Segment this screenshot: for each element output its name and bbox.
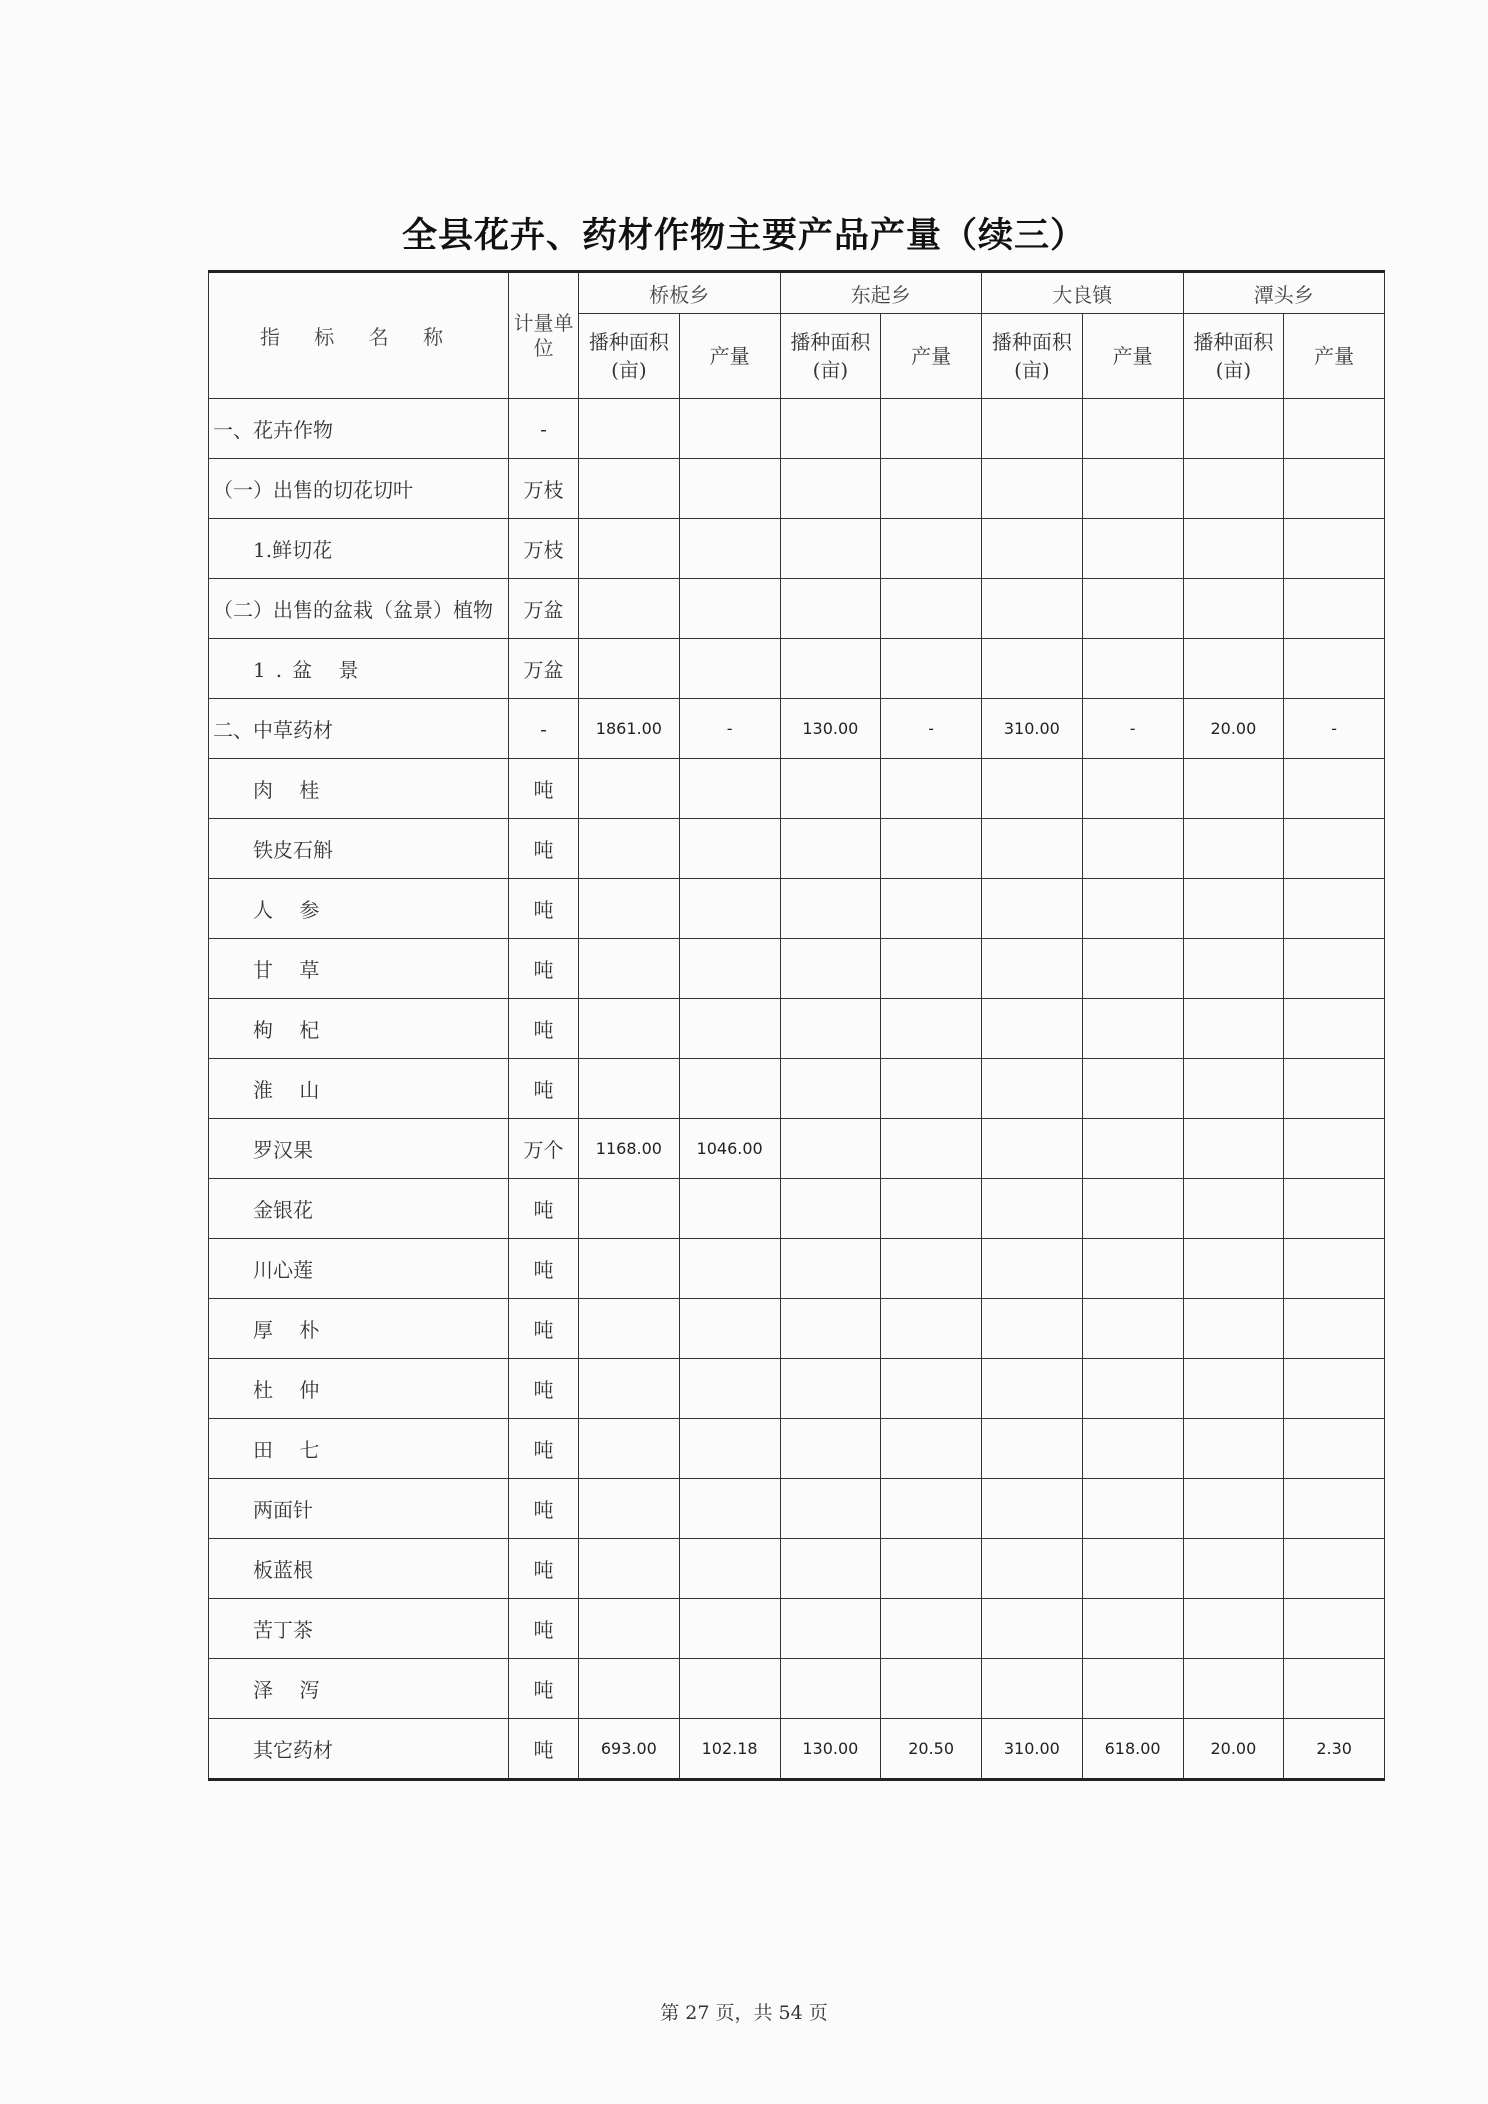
output-cell	[679, 1419, 780, 1479]
unit-cell: 万枝	[509, 459, 579, 519]
output-cell	[1284, 1239, 1385, 1299]
output-cell	[881, 819, 982, 879]
indicator-name: 肉 桂	[209, 759, 509, 819]
unit-cell: 吨	[509, 999, 579, 1059]
indicator-name: 金银花	[209, 1179, 509, 1239]
output-cell	[1082, 1359, 1183, 1419]
table-row	[209, 579, 1385, 639]
area-cell: 1861.00	[579, 699, 680, 759]
indicator-name: 1.盆 景	[209, 639, 509, 699]
area-header: 播种面积(亩)	[982, 314, 1083, 399]
table-row	[209, 759, 1385, 819]
output-cell: -	[1284, 699, 1385, 759]
area-cell	[579, 1359, 680, 1419]
area-cell	[982, 1599, 1083, 1659]
table-row	[209, 1359, 1385, 1419]
output-cell: -	[679, 699, 780, 759]
output-cell: -	[881, 699, 982, 759]
area-cell	[1183, 1359, 1284, 1419]
area-cell	[1183, 1239, 1284, 1299]
unit-cell: 吨	[509, 1719, 579, 1780]
output-cell	[679, 1359, 780, 1419]
output-cell	[881, 939, 982, 999]
table-row	[209, 459, 1385, 519]
unit-cell: 万枝	[509, 519, 579, 579]
unit-cell: 吨	[509, 1659, 579, 1719]
output-cell	[881, 399, 982, 459]
area-cell	[780, 999, 881, 1059]
table-row	[209, 879, 1385, 939]
output-cell	[679, 1659, 780, 1719]
output-cell	[679, 579, 780, 639]
output-cell	[881, 639, 982, 699]
statistics-table	[208, 270, 1385, 1781]
table-row	[209, 1659, 1385, 1719]
table-row	[209, 999, 1385, 1059]
area-cell	[1183, 759, 1284, 819]
indicator-name: 二、中草药材	[209, 699, 509, 759]
output-cell	[1082, 459, 1183, 519]
area-cell	[780, 639, 881, 699]
output-cell	[881, 1059, 982, 1119]
output-cell	[1284, 1119, 1385, 1179]
output-cell: -	[1082, 699, 1183, 759]
table-row	[209, 639, 1385, 699]
output-cell	[1284, 519, 1385, 579]
output-cell	[1082, 1239, 1183, 1299]
area-cell	[982, 759, 1083, 819]
area-cell	[780, 879, 881, 939]
area-cell: 20.00	[1183, 1719, 1284, 1780]
area-cell	[982, 1659, 1083, 1719]
output-cell	[1284, 939, 1385, 999]
table-row	[209, 1719, 1385, 1780]
indicator-name: 杜 仲	[209, 1359, 509, 1419]
area-cell	[579, 399, 680, 459]
unit-cell: 万盆	[509, 639, 579, 699]
area-cell	[579, 1059, 680, 1119]
area-cell	[1183, 1179, 1284, 1239]
unit-cell: 吨	[509, 1599, 579, 1659]
output-cell	[1284, 1479, 1385, 1539]
output-cell	[1284, 1299, 1385, 1359]
output-cell	[1082, 1119, 1183, 1179]
area-cell	[579, 1479, 680, 1539]
unit-cell: -	[509, 399, 579, 459]
output-cell	[1082, 1539, 1183, 1599]
area-cell	[982, 1539, 1083, 1599]
area-header: 播种面积(亩)	[780, 314, 881, 399]
output-cell	[1284, 1179, 1385, 1239]
area-cell	[1183, 1599, 1284, 1659]
area-cell	[579, 1239, 680, 1299]
output-cell	[679, 1239, 780, 1299]
area-cell	[982, 819, 1083, 879]
output-cell	[679, 759, 780, 819]
output-cell	[1082, 939, 1183, 999]
unit-cell: 吨	[509, 1179, 579, 1239]
region-header: 桥板乡	[579, 272, 781, 314]
area-cell	[579, 579, 680, 639]
output-cell	[881, 519, 982, 579]
output-cell	[1082, 579, 1183, 639]
table-row	[209, 1479, 1385, 1539]
output-cell	[881, 1599, 982, 1659]
unit-cell: 吨	[509, 1239, 579, 1299]
output-cell	[679, 459, 780, 519]
output-cell	[881, 1479, 982, 1539]
indicator-name: 罗汉果	[209, 1119, 509, 1179]
area-cell	[780, 1599, 881, 1659]
area-cell	[982, 1479, 1083, 1539]
table-row	[209, 939, 1385, 999]
unit-cell: 吨	[509, 1479, 579, 1539]
indicator-name: 板蓝根	[209, 1539, 509, 1599]
output-cell	[1082, 1659, 1183, 1719]
area-cell: 310.00	[982, 1719, 1083, 1780]
output-cell	[1284, 999, 1385, 1059]
output-cell	[1082, 1299, 1183, 1359]
area-cell	[1183, 459, 1284, 519]
area-cell	[982, 1419, 1083, 1479]
area-cell	[1183, 399, 1284, 459]
area-cell	[1183, 939, 1284, 999]
page-title: 全县花卉、药材作物主要产品产量（续三）	[401, 216, 1086, 256]
indicator-name: 泽 泻	[209, 1659, 509, 1719]
output-cell	[881, 759, 982, 819]
output-cell	[1082, 1419, 1183, 1479]
output-cell	[881, 1299, 982, 1359]
area-cell	[1183, 519, 1284, 579]
area-cell	[579, 819, 680, 879]
area-cell	[780, 939, 881, 999]
output-cell: 20.50	[881, 1719, 982, 1780]
table-row	[209, 1539, 1385, 1599]
area-cell	[780, 1479, 881, 1539]
output-header: 产量	[881, 314, 982, 399]
unit-cell: 吨	[509, 1539, 579, 1599]
table-row	[209, 819, 1385, 879]
area-cell	[780, 1419, 881, 1479]
area-cell	[780, 579, 881, 639]
output-cell	[1082, 639, 1183, 699]
output-cell	[1284, 879, 1385, 939]
output-cell	[881, 579, 982, 639]
area-cell	[982, 459, 1083, 519]
output-cell	[881, 1539, 982, 1599]
area-cell	[1183, 1539, 1284, 1599]
unit-cell: -	[509, 699, 579, 759]
indicator-name: （一）出售的切花切叶	[209, 459, 509, 519]
output-cell	[881, 1359, 982, 1419]
area-cell	[982, 1299, 1083, 1359]
output-cell	[1082, 999, 1183, 1059]
indicator-name: 人 参	[209, 879, 509, 939]
output-cell	[1082, 1179, 1183, 1239]
unit-cell: 吨	[509, 939, 579, 999]
unit-cell: 万盆	[509, 579, 579, 639]
table-row	[209, 699, 1385, 759]
output-cell: 618.00	[1082, 1719, 1183, 1780]
output-cell	[881, 1659, 982, 1719]
area-cell	[780, 1059, 881, 1119]
area-cell	[780, 759, 881, 819]
output-cell: 102.18	[679, 1719, 780, 1780]
unit-cell: 吨	[509, 1359, 579, 1419]
output-cell	[881, 1239, 982, 1299]
area-cell	[579, 1179, 680, 1239]
output-cell	[1284, 1359, 1385, 1419]
region-header: 东起乡	[780, 272, 982, 314]
area-cell	[982, 939, 1083, 999]
area-cell	[780, 1239, 881, 1299]
indicator-name: 一、花卉作物	[209, 399, 509, 459]
area-cell	[780, 519, 881, 579]
area-cell	[780, 1659, 881, 1719]
table-row	[209, 1299, 1385, 1359]
area-cell	[579, 999, 680, 1059]
output-cell	[881, 1419, 982, 1479]
output-cell	[1284, 819, 1385, 879]
area-cell: 310.00	[982, 699, 1083, 759]
area-cell	[579, 759, 680, 819]
area-cell	[1183, 1479, 1284, 1539]
area-cell: 130.00	[780, 699, 881, 759]
area-cell	[982, 1119, 1083, 1179]
output-header: 产量	[1082, 314, 1183, 399]
output-cell	[1082, 1599, 1183, 1659]
area-cell: 130.00	[780, 1719, 881, 1780]
indicator-name: 两面针	[209, 1479, 509, 1539]
table-row	[209, 399, 1385, 459]
table-row	[209, 1239, 1385, 1299]
area-cell	[982, 639, 1083, 699]
area-cell	[579, 1599, 680, 1659]
output-cell: 1046.00	[679, 1119, 780, 1179]
indicator-name: 川心莲	[209, 1239, 509, 1299]
unit-cell: 吨	[509, 1299, 579, 1359]
output-cell	[1082, 519, 1183, 579]
area-header: 播种面积(亩)	[579, 314, 680, 399]
output-cell	[679, 879, 780, 939]
area-cell	[579, 1539, 680, 1599]
area-cell	[982, 1359, 1083, 1419]
area-cell	[1183, 819, 1284, 879]
output-cell	[881, 879, 982, 939]
output-cell	[1082, 399, 1183, 459]
area-cell	[780, 1299, 881, 1359]
header-row-regions	[209, 272, 1385, 314]
output-cell	[679, 1539, 780, 1599]
area-cell	[982, 1059, 1083, 1119]
area-cell	[579, 879, 680, 939]
region-header: 潭头乡	[1183, 272, 1385, 314]
output-cell	[679, 1299, 780, 1359]
unit-cell: 吨	[509, 819, 579, 879]
indicator-name: 1.鲜切花	[209, 519, 509, 579]
area-cell	[780, 399, 881, 459]
area-cell	[579, 1419, 680, 1479]
indicator-name: 枸 杞	[209, 999, 509, 1059]
area-cell	[1183, 1119, 1284, 1179]
indicator-name: 厚 朴	[209, 1299, 509, 1359]
output-cell	[679, 1599, 780, 1659]
output-cell	[1284, 639, 1385, 699]
area-cell	[579, 639, 680, 699]
table-row	[209, 1599, 1385, 1659]
output-cell	[1284, 1059, 1385, 1119]
output-cell	[1082, 819, 1183, 879]
unit-cell: 吨	[509, 759, 579, 819]
indicator-name: 甘 草	[209, 939, 509, 999]
area-cell	[579, 459, 680, 519]
output-cell	[679, 1179, 780, 1239]
area-cell	[780, 1359, 881, 1419]
area-cell	[982, 879, 1083, 939]
indicator-name-header: 指 标 名 称	[209, 272, 509, 399]
output-cell	[1284, 1599, 1385, 1659]
output-cell	[1284, 1539, 1385, 1599]
area-header: 播种面积(亩)	[1183, 314, 1284, 399]
output-cell	[1082, 1479, 1183, 1539]
area-cell	[780, 1179, 881, 1239]
area-cell	[1183, 1659, 1284, 1719]
area-cell	[780, 1539, 881, 1599]
area-cell	[982, 519, 1083, 579]
area-cell	[780, 1119, 881, 1179]
output-cell	[881, 459, 982, 519]
output-cell	[1082, 1059, 1183, 1119]
unit-cell: 吨	[509, 1059, 579, 1119]
output-cell	[679, 519, 780, 579]
area-cell: 693.00	[579, 1719, 680, 1780]
output-cell	[1284, 1659, 1385, 1719]
area-cell	[780, 819, 881, 879]
output-header: 产量	[1284, 314, 1385, 399]
output-cell	[881, 1179, 982, 1239]
output-cell	[679, 1059, 780, 1119]
area-cell	[1183, 1059, 1284, 1119]
output-cell	[1284, 399, 1385, 459]
output-cell	[679, 819, 780, 879]
unit-cell: 万个	[509, 1119, 579, 1179]
table-row	[209, 1179, 1385, 1239]
indicator-name: 苦丁茶	[209, 1599, 509, 1659]
output-cell: 2.30	[1284, 1719, 1385, 1780]
output-cell	[1284, 579, 1385, 639]
output-cell	[881, 999, 982, 1059]
area-cell	[1183, 999, 1284, 1059]
table-row	[209, 1119, 1385, 1179]
unit-cell: 吨	[509, 879, 579, 939]
output-cell	[1284, 1419, 1385, 1479]
area-cell	[982, 999, 1083, 1059]
indicator-name: 其它药材	[209, 1719, 509, 1780]
indicator-name: 铁皮石斛	[209, 819, 509, 879]
table-row	[209, 1419, 1385, 1479]
area-cell: 1168.00	[579, 1119, 680, 1179]
area-cell	[1183, 1299, 1284, 1359]
output-cell	[1284, 459, 1385, 519]
output-cell	[679, 399, 780, 459]
indicator-name: （二）出售的盆栽（盆景）植物	[209, 579, 509, 639]
area-cell	[1183, 879, 1284, 939]
area-cell	[1183, 1419, 1284, 1479]
output-header: 产量	[679, 314, 780, 399]
output-cell	[679, 1479, 780, 1539]
output-cell	[1082, 879, 1183, 939]
output-cell	[679, 939, 780, 999]
table-row	[209, 519, 1385, 579]
indicator-name: 田 七	[209, 1419, 509, 1479]
unit-cell: 吨	[509, 1419, 579, 1479]
output-cell	[1082, 759, 1183, 819]
output-cell	[1284, 759, 1385, 819]
area-cell	[982, 1239, 1083, 1299]
area-cell: 20.00	[1183, 699, 1284, 759]
area-cell	[982, 579, 1083, 639]
indicator-name: 淮 山	[209, 1059, 509, 1119]
area-cell	[1183, 639, 1284, 699]
area-cell	[982, 399, 1083, 459]
area-cell	[579, 1659, 680, 1719]
area-cell	[579, 1299, 680, 1359]
region-header: 大良镇	[982, 272, 1184, 314]
page-number: 第 27 页，共 54 页	[660, 2002, 828, 2024]
output-cell	[679, 999, 780, 1059]
area-cell	[780, 459, 881, 519]
output-cell	[881, 1119, 982, 1179]
table-body	[209, 399, 1385, 1780]
unit-header: 计量单位	[509, 272, 579, 399]
area-cell	[579, 939, 680, 999]
area-cell	[579, 519, 680, 579]
output-cell	[679, 639, 780, 699]
area-cell	[1183, 579, 1284, 639]
table-row	[209, 1059, 1385, 1119]
area-cell	[982, 1179, 1083, 1239]
